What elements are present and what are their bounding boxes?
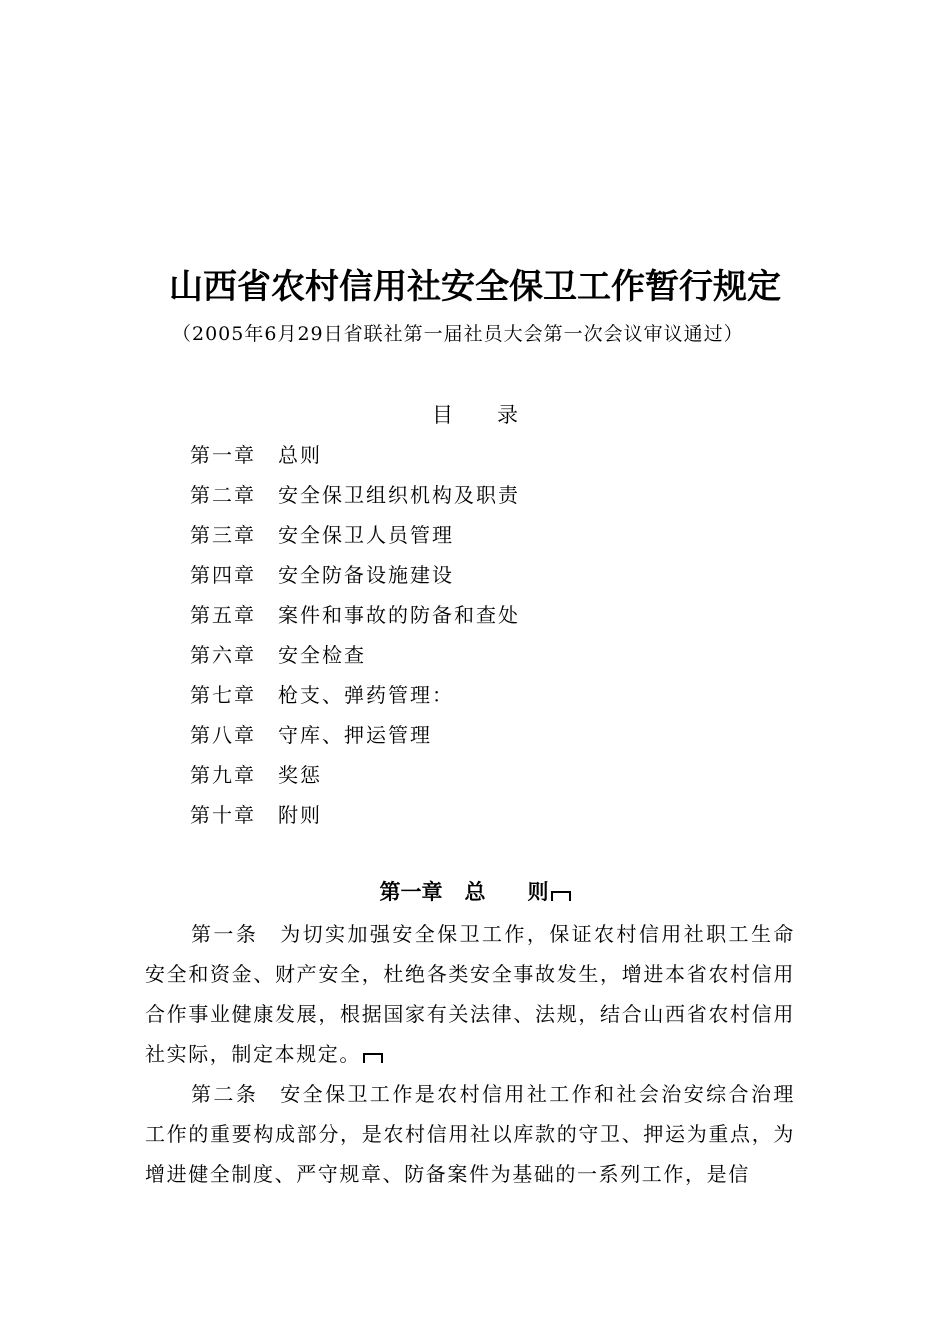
toc-item-number: 第四章 [190, 563, 256, 587]
chapter-number: 第一章 [379, 880, 443, 904]
toc-item-label: 安全保卫人员管理 [278, 523, 454, 547]
toc-item-label: 案件和事故的防备和查处 [278, 603, 520, 627]
chapter-heading [0, 876, 950, 908]
toc-item-label: 枪支、弹药管理： [278, 683, 454, 707]
document-subtitle: （2005年6月29日省联社第一届社员大会第一次会议审议通过） [172, 323, 744, 345]
paragraph-mark-icon [363, 1053, 383, 1063]
toc-item-label: 安全防备设施建设 [278, 563, 454, 587]
toc-item-label: 安全保卫组织机构及职责 [278, 483, 520, 507]
toc-item-label: 总则 [278, 443, 322, 467]
table-of-contents [190, 438, 520, 838]
toc-item [190, 478, 520, 518]
toc-item-label: 奖惩 [278, 763, 322, 787]
article-text: 安全保卫工作是农村信用社工作和社会治安综合治理工作的重要构成部分，是农村信用社以库款的守卫、押运为重点，为增进健全制度、严守规章、防备案件为基础的一系列工作，是信 [145, 1082, 795, 1186]
article-number: 第二条 [191, 1082, 259, 1106]
toc-item-number: 第八章 [190, 723, 256, 747]
chapter-name-part1: 总 [464, 880, 486, 904]
toc-item-number: 第十章 [190, 803, 256, 827]
toc-item-number: 第一章 [190, 443, 256, 467]
paragraph-mark-icon [551, 891, 571, 901]
toc-heading: 目录 [432, 403, 562, 427]
toc-item [190, 558, 520, 598]
article-text: 为切实加强安全保卫工作，保证农村信用社职工生命安全和资金、财产安全，杜绝各类安全事故发生，增进本省农村信用合作事业健康发展，根据国家有关法律、法规，结合山西省农村信用社实际，制定本规定。 [145, 922, 795, 1066]
toc-item-number: 第二章 [190, 483, 256, 507]
toc-item [190, 598, 520, 638]
toc-item [190, 798, 520, 838]
toc-item [190, 438, 520, 478]
article-paragraph [145, 914, 795, 1074]
toc-item-label: 附则 [278, 803, 322, 827]
toc-item-label: 安全检查 [278, 643, 366, 667]
toc-item-label: 守库、押运管理 [278, 723, 432, 747]
chapter-name-part2: 则 [527, 880, 549, 904]
toc-item [190, 758, 520, 798]
article-number: 第一条 [191, 922, 259, 946]
toc-item-number: 第七章 [190, 683, 256, 707]
toc-item [190, 518, 520, 558]
article-paragraph [145, 1074, 795, 1194]
toc-item [190, 678, 520, 718]
toc-item-number: 第九章 [190, 763, 256, 787]
toc-item [190, 638, 520, 678]
toc-item-number: 第三章 [190, 523, 256, 547]
toc-item-number: 第六章 [190, 643, 256, 667]
toc-item-number: 第五章 [190, 603, 256, 627]
toc-item [190, 718, 520, 758]
document-title: 山西省农村信用社安全保卫工作暂行规定 [169, 267, 781, 307]
